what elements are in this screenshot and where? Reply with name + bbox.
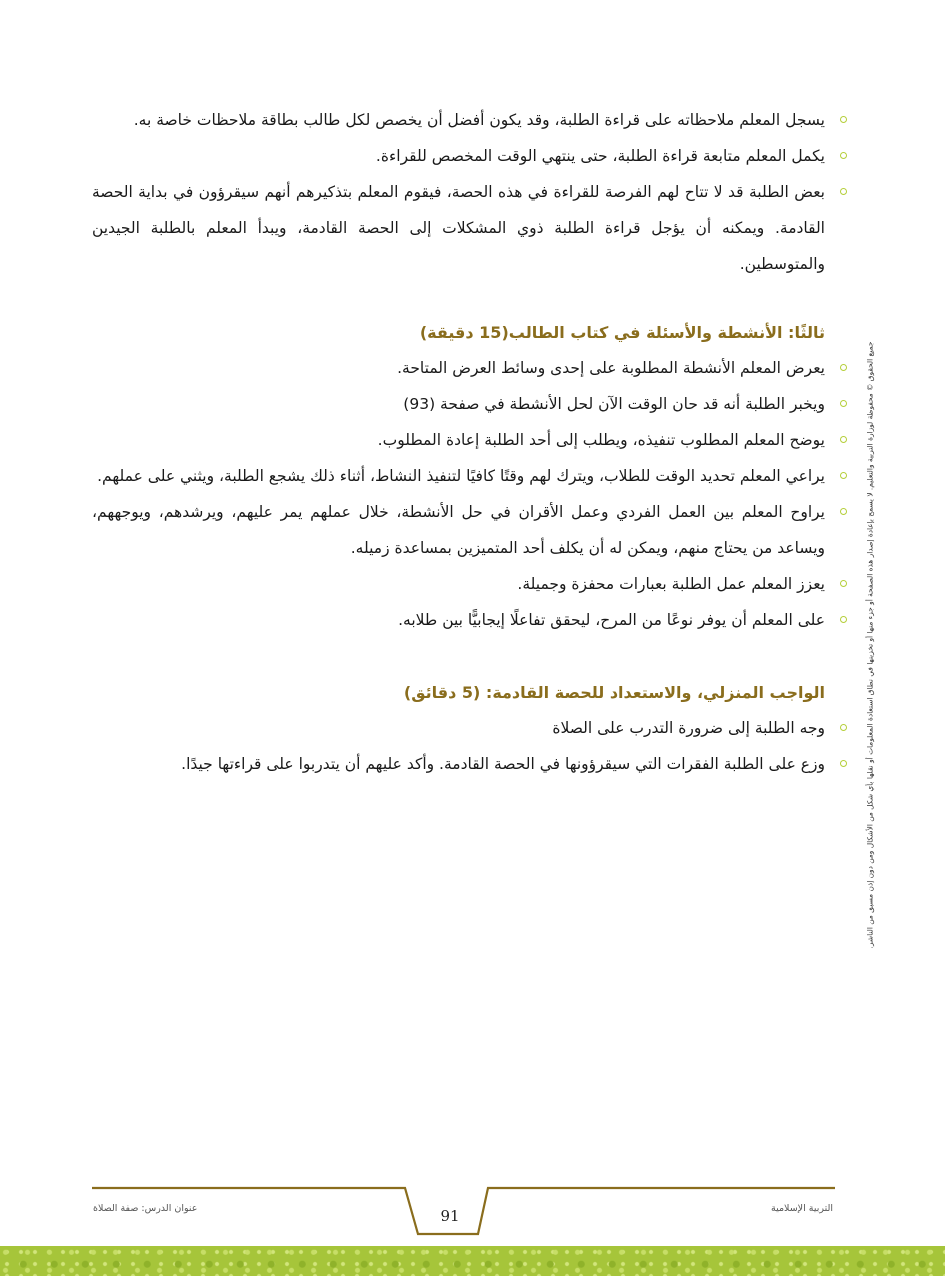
list-item: يعزز المعلم عمل الطلبة بعبارات محفزة وجميلة.	[92, 566, 825, 602]
section2-title: ثالثًا: الأنشطة والأسئلة في كتاب الطالب(15 دقيقة)	[419, 323, 825, 342]
circle-bullet-icon	[840, 152, 847, 159]
circle-bullet-icon	[840, 508, 847, 515]
list-item: يراعي المعلم تحديد الوقت للطلاب، ويترك لهم وقتًا كافيًا لتنفيذ النشاط، أثناء ذلك يشجع الطلبة، ويثني على عملهم.	[92, 458, 825, 494]
section3-list	[92, 710, 825, 782]
circle-bullet-icon	[840, 724, 847, 731]
list-item: يوضح المعلم المطلوب تنفيذه، ويطلب إلى أحد الطلبة إعادة المطلوب.	[92, 422, 825, 458]
section2-list	[92, 350, 825, 638]
copyright-text: جميع الحقوق © محفوظة لوزارة التربية والتعليم. لا يسمح بإعادة إصدار هذه الصفحة أو جزء منها أو تخزينها في نطاق استعادة المعلومات أو نقلها بأي شكل من الأشكال ومن دون إذن مسبق من الناشر.	[865, 341, 875, 949]
circle-bullet-icon	[840, 580, 847, 587]
circle-bullet-icon	[840, 116, 847, 123]
footer-lesson-title: عنوان الدرس: صفة الصلاة	[93, 1203, 198, 1214]
page-content	[92, 102, 825, 782]
circle-bullet-icon	[840, 188, 847, 195]
list-item: يكمل المعلم متابعة قراءة الطلبة، حتى ينتهي الوقت المخصص للقراءة.	[92, 138, 825, 174]
list-item: وجه الطلبة إلى ضرورة التدرب على الصلاة	[92, 710, 825, 746]
list-item: ويخبر الطلبة أنه قد حان الوقت الآن لحل الأنشطة في صفحة (93)	[92, 386, 825, 422]
list-item: بعض الطلبة قد لا تتاح لهم الفرصة للقراءة في هذه الحصة، فيقوم المعلم بتذكيرهم أنهم سيقرؤون في بداية الحصة القادمة. ويمكنه أن يؤجل قراءة الطلبة ذوي المشكلات إلى الحصة القادمة، ويبدأ المعلم بالطلبة الجيدين والمتوسطين.	[92, 174, 825, 282]
footer-subject: التربية الإسلامية	[770, 1203, 833, 1214]
circle-bullet-icon	[840, 400, 847, 407]
circle-bullet-icon	[840, 472, 847, 479]
section1-list	[92, 102, 825, 282]
section3-title: الواجب المنزلي، والاستعداد للحصة القادمة: (5 دقائق)	[403, 683, 825, 702]
circle-bullet-icon	[840, 436, 847, 443]
page-number: 91	[440, 1207, 460, 1225]
decorative-bottom-band	[0, 1246, 945, 1276]
list-item: يعرض المعلم الأنشطة المطلوبة على إحدى وسائط العرض المتاحة.	[92, 350, 825, 386]
copyright-side-note	[858, 285, 882, 1005]
list-item: وزع على الطلبة الفقرات التي سيقرؤونها في الحصة القادمة. وأكد عليهم أن يتدربوا على قراءتها جيدًا.	[92, 746, 825, 782]
circle-bullet-icon	[840, 760, 847, 767]
list-item: يراوح المعلم بين العمل الفردي وعمل الأقران في حل الأنشطة، خلال عملهم يمر عليهم، ويرشدهم، ويوجههم، ويساعد من يحتاج منهم، ويمكن له أن يكلف أحد المتميزين بمساعدة زميله.	[92, 494, 825, 566]
list-item: على المعلم أن يوفر نوعًا من المرح، ليحقق تفاعلًا إيجابيًّا بين طلابه.	[92, 602, 825, 638]
circle-bullet-icon	[840, 616, 847, 623]
circle-bullet-icon	[840, 364, 847, 371]
list-item: يسجل المعلم ملاحظاته على قراءة الطلبة، وقد يكون أفضل أن يخصص لكل طالب بطاقة ملاحظات خاصة به.	[92, 102, 825, 138]
